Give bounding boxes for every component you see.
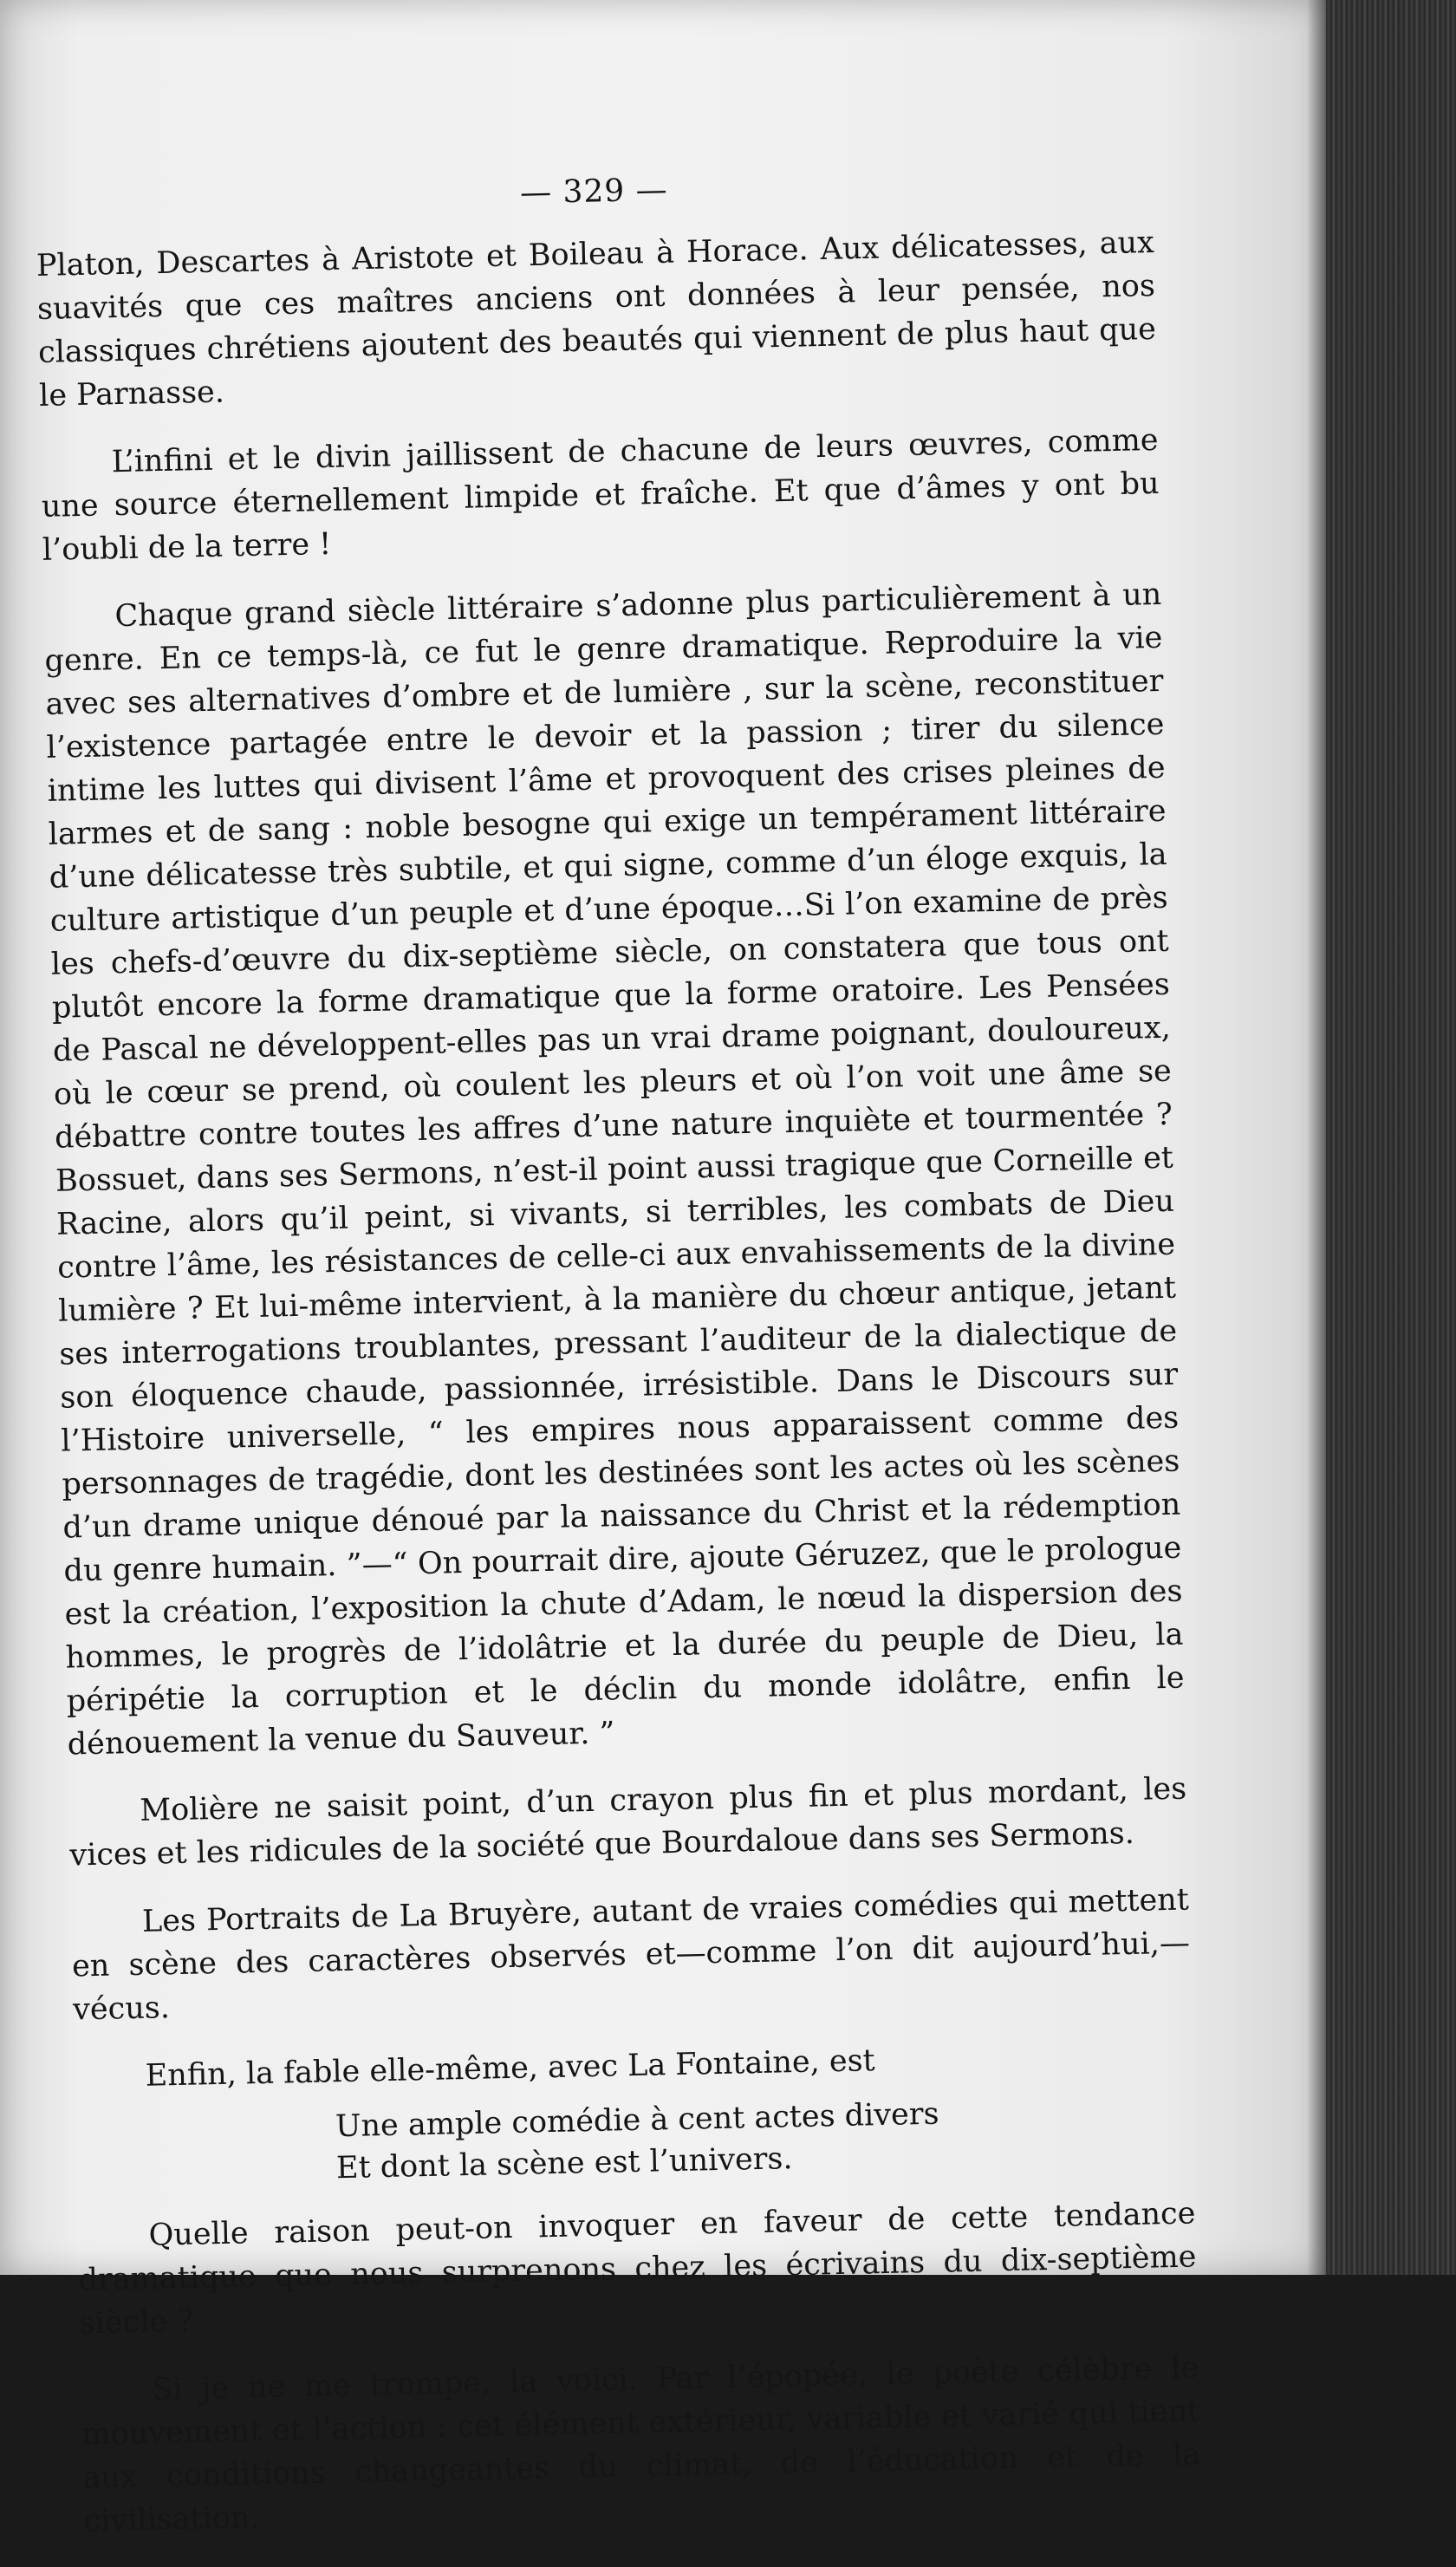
paragraph: Chaque grand siècle littéraire s’adonne plus particulièrement à un genre. En ce temps-là, ce fut le genre dramatique. Reproduire la vie avec ses alternatives d’ombre et de lumière , sur la scène, reconstituer l’existence partagée entre le devoir et la passion ; tirer du silence intime les luttes qui divisent l’âme et provoquent des crises pleines de larmes et de sang : noble besogne qui exige un tempérament littéraire d’une délicatesse très subtile, et qui signe, comme d’un éloge exquis, la culture artistique d’un peuple et d’une époque…Si l’on examine de près les chefs-d’œuvre du dix-septième siècle, on constatera que tous ont plutôt encore la forme dramatique que la forme oratoire. Les Pensées de Pascal ne développent-elles pas un vrai drame poignant, douloureux, où le cœur se prend, où coulent les pleurs et où l’on voit une âme se débattre contre toutes les affres d’une nature inquiète et tourmentée ? Bossuet, dans ses Sermons, n’est-il point aussi tragique que Corneille et Racine, alors qu’il peint, si vivants, si terribles, les combats de Dieu contre l’âme, les résistances de celle-ci aux envahissements de la divine lumière ? Et lui-même intervient, à la manière du chœur antique, jetant ses interrogations troublantes, pressant l’auditeur de la dialectique de son éloquence chaude, passionnée, irrésistible. Dans le Discours sur l’Histoire universelle, “ les empires nous apparaissent comme des personnages de tragédie, dont les destinées sont les actes où les scènes d’un drame unique dénoué par la naissance du Christ et la rédemption du genre humain. ”—“ On pourrait dire, ajoute Géruzez, que le prologue est la création, l’exposition la chute d’Adam, le nœud la dispersion des hommes, le progrès de l’idolâtrie et la durée du peuple de Dieu, la péripétie la corruption et le déclin du monde idolâtre, enfin le dénouement la venue du Sauveur. ” [44,577,1185,1762]
paragraph: L’infini et le divin jaillissent de chacune de leurs œuvres, comme une source éternellement limpide et fraîche. Et que d’âmes y ont bu l’oubli de la terre ! [41,422,1160,568]
verse-line: Et dont la scène est l’univers. [335,2141,793,2186]
page-text [35,159,1202,2567]
verse-quote [335,2088,1195,2189]
paragraph: Molière ne saisit point, d’un crayon plus fin et plus mordant, les vices et les ridicules de la société que Bourdaloue dans ses Sermons. [69,1771,1187,1873]
verse-line: Une ample comédie à cent actes divers [335,2096,939,2145]
paragraph: Les Portraits de La Bruyère, autant de vraies comédies qui mettent en scène des caractères observés et—comme l’on dit aujourd’hui,— vécus. [71,1882,1191,2028]
paragraph: Enfin, la fable elle-même, avec La Fontaine, est [145,2043,876,2094]
paragraph: Platon, Descartes à Aristote et Boileau à Horace. Aux délicatesses, aux suavités que ces maîtres anciens ont données à leur pensée, nos classiques chrétiens ajoutent des beautés qui viennent de plus haut que le Parnasse. [36,225,1157,414]
page-number: — 329 — [519,172,669,212]
paragraph: Quelle raison peut-on invoquer en faveur de cette tendance dramatique que nous surprenons chez les écrivains du dix-septième siècle ? [78,2196,1197,2342]
paragraph: Si je ne me trompe, la voici. Par l’épopée, le poète célèbre le mouvement et l’action : cet élément extérieur, variable et varié qui tient aux conditions changeantes du climat, de l’éducation et de la civilisation. [81,2350,1201,2539]
book-binding [1326,0,1456,2275]
